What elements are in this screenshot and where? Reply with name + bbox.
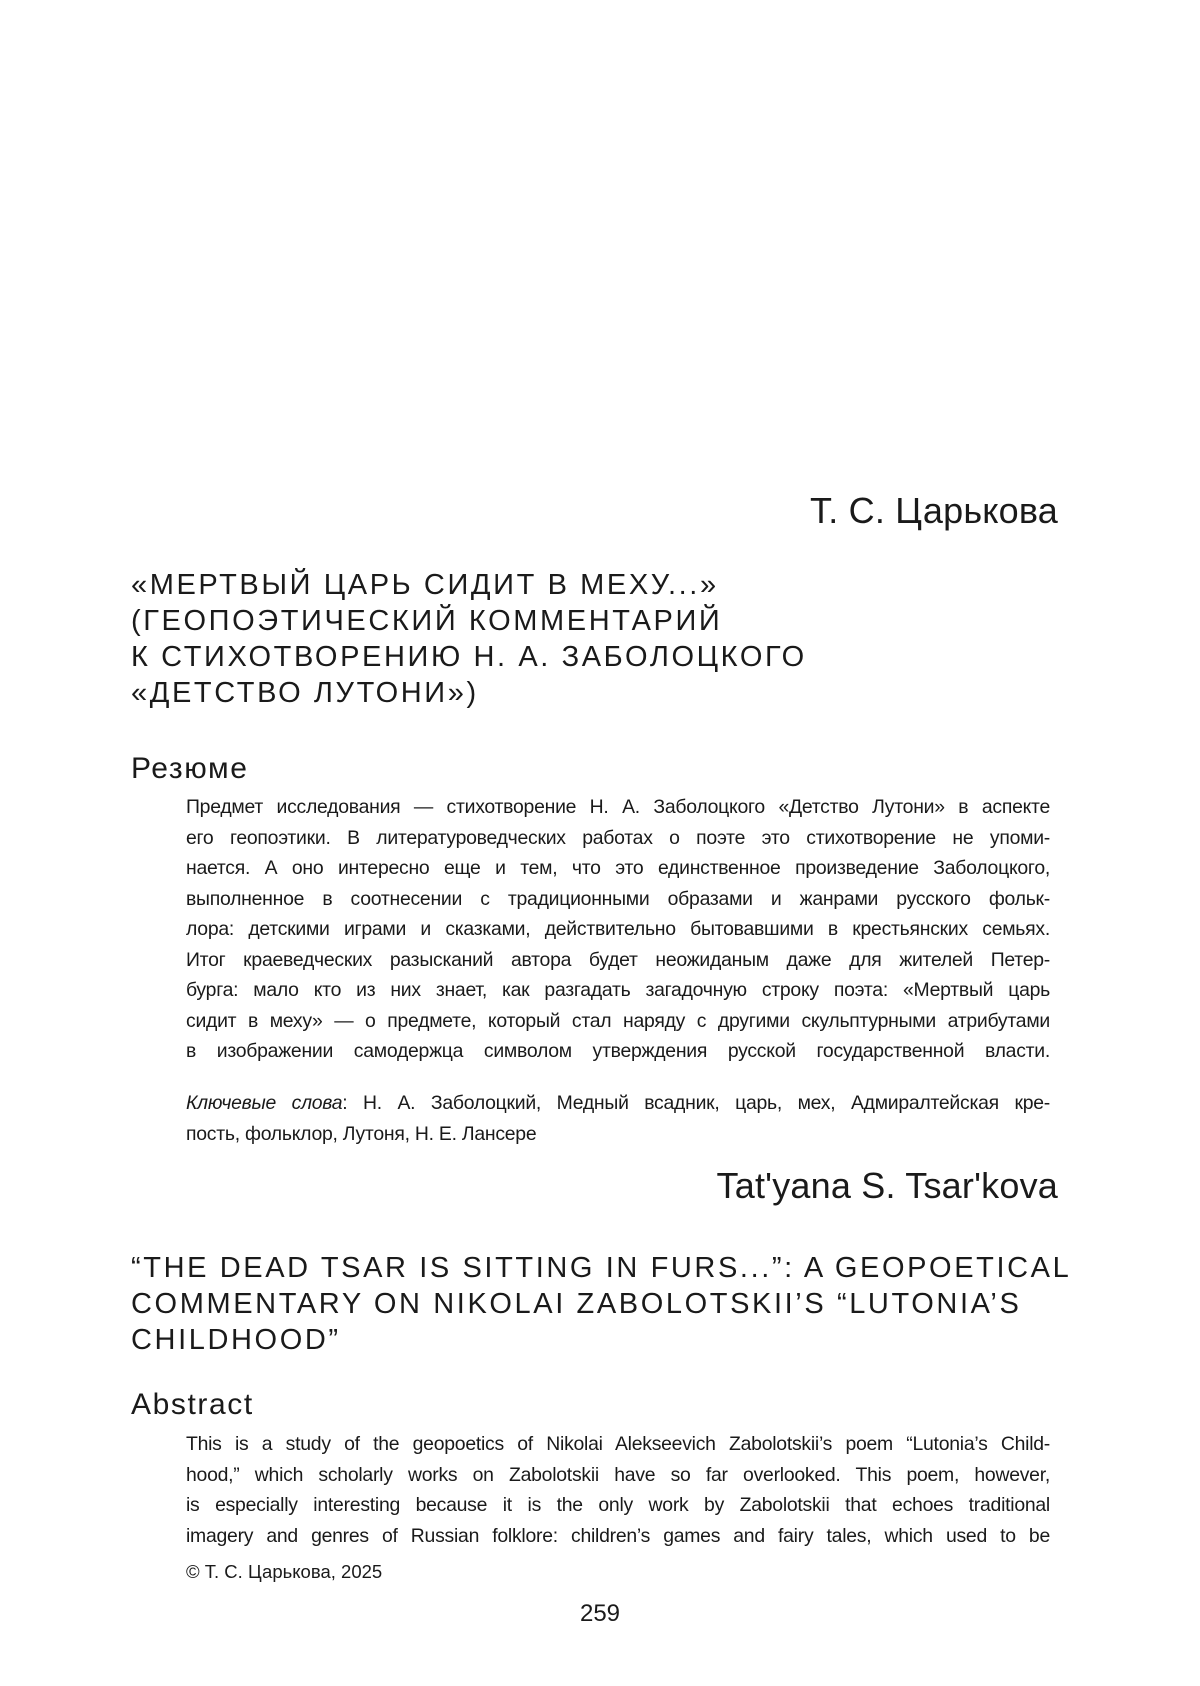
abstract-line: hood,” which scholarly works on Zabolotskii have so far overlooked. This poem, however,	[186, 1463, 1050, 1486]
abstract-line: бурга: мало кто из них знает, как разгадать загадочную строку поэта: «Мертвый царь	[186, 979, 1050, 1001]
abstract-line: выполненное в соотнесении с традиционными образами и жанрами русского фольк-	[186, 887, 1050, 910]
abstract-line: сидит в меху» — о предмете, который стал наряду с другими скульптурными атрибутами	[186, 1009, 1050, 1032]
abstract-text-en	[186, 1429, 1050, 1551]
title-line: COMMENTARY ON NIKOLAI ZABOLOTSKII’S “LUTONIA’S	[131, 1288, 1022, 1320]
keywords-ru	[186, 1088, 1050, 1149]
abstract-heading-en: Abstract	[131, 1388, 254, 1421]
abstract-line: его геопоэтики. В литературоведческих работах о поэте это стихотворение не упоми-	[186, 826, 1050, 849]
abstract-heading-ru: Резюме	[131, 752, 249, 785]
author-name-ru: Т. С. Царькова	[810, 490, 1058, 531]
keywords-line: пость, фольклор, Лутоня, Н. Е. Лансере	[186, 1122, 537, 1145]
keywords-label: Ключевые слова	[186, 1092, 343, 1114]
abstract-line: в изображении самодержца символом утверждения русской государственной власти.	[186, 1040, 1050, 1062]
abstract-line: Предмет исследования — стихотворение Н. А. Заболоцкого «Детство Лутони» в аспекте	[186, 796, 1050, 818]
title-line: К СТИХОТВОРЕНИЮ Н. А. ЗАБОЛОЦКОГО	[131, 641, 807, 673]
abstract-line: нается. А оно интересно еще и тем, что это единственное произведение Заболоцкого,	[186, 857, 1050, 879]
abstract-line: is especially interesting because it is the only work by Zabolotskii that echoes traditional	[186, 1494, 1050, 1516]
author-name-en: Tat'yana S. Tsar'kova	[716, 1165, 1058, 1206]
article-title-en	[131, 1250, 1072, 1358]
abstract-line: This is a study of the geopoetics of Nikolai Alekseevich Zabolotskii’s poem “Lutonia’s Child-	[186, 1433, 1050, 1455]
keywords-line	[186, 1088, 1050, 1119]
title-line: CHILDHOOD”	[131, 1324, 341, 1356]
title-line: «МЕРТВЫЙ ЦАРЬ СИДИТ В МЕХУ...»	[131, 569, 719, 601]
abstract-line: imagery and genres of Russian folklore: children’s games and fairy tales, which used to be	[186, 1524, 1050, 1547]
abstract-line: Итог краеведческих разысканий автора будет неожиданым даже для жителей Петер-	[186, 948, 1050, 971]
keywords-text: : Н. А. Заболоцкий, Медный всадник, царь, мех, Адмиралтейская кре-	[342, 1092, 1050, 1114]
abstract-line: лора: детскими играми и сказками, действительно бытовавшими в крестьянских семьях.	[186, 918, 1050, 940]
article-title-ru	[131, 567, 1061, 711]
title-line: (ГЕОПОЭТИЧЕСКИЙ КОММЕНТАРИЙ	[131, 605, 723, 637]
title-line: “THE DEAD TSAR IS SITTING IN FURS...”: A GEOPOETICAL	[131, 1252, 1072, 1284]
title-line: «ДЕТСТВО ЛУТОНИ»)	[131, 677, 479, 709]
copyright-notice: © Т. С. Царькова, 2025	[186, 1561, 383, 1582]
page-number: 259	[579, 1600, 621, 1627]
abstract-text-ru	[186, 792, 1050, 1067]
